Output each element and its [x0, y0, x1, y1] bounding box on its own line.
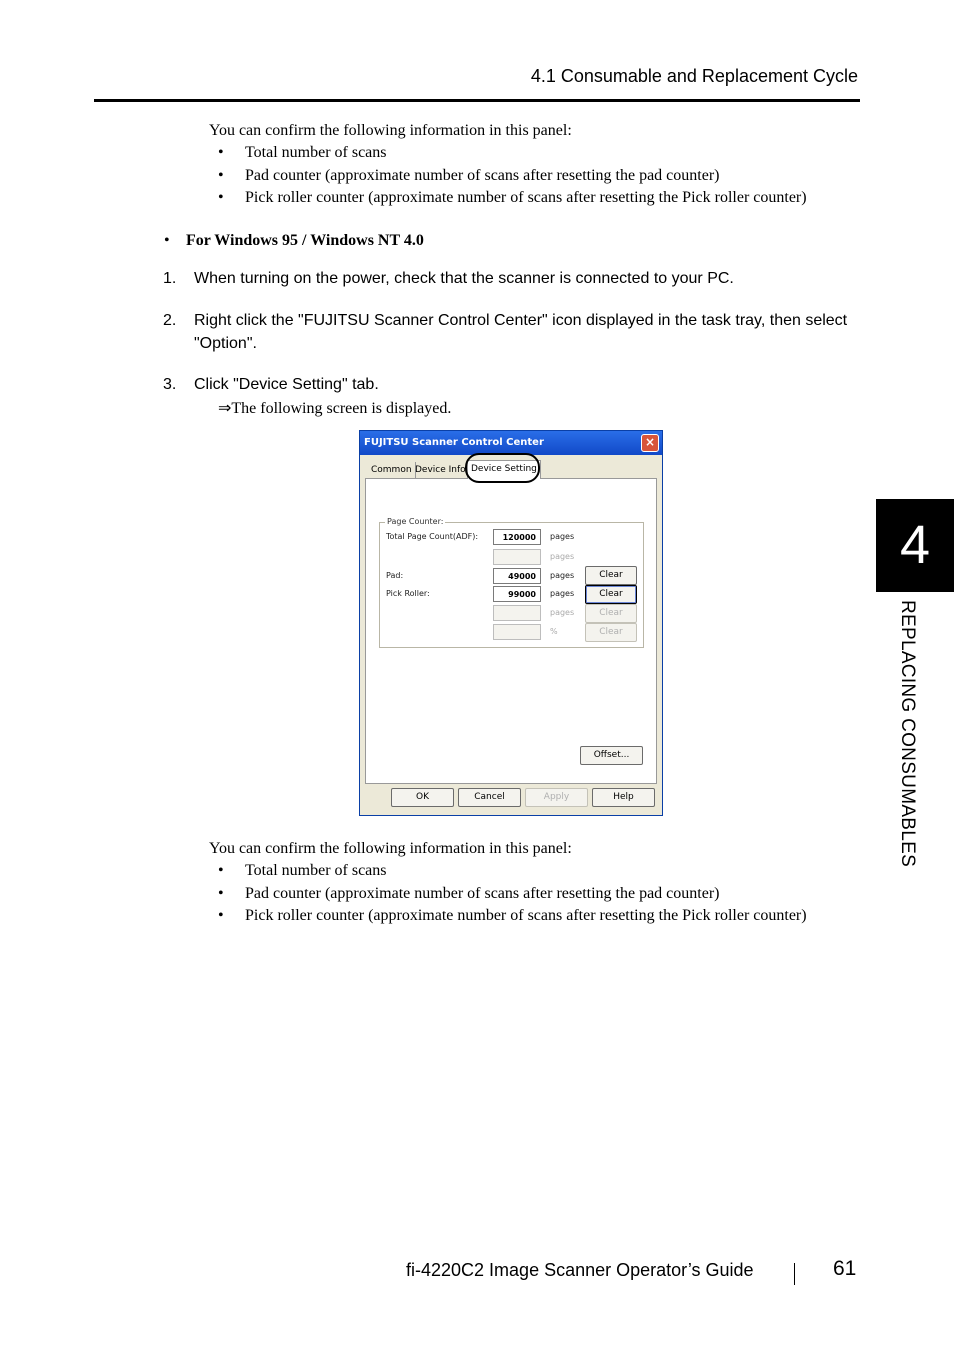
ok-button[interactable]: OK [391, 788, 454, 807]
total-page-count-field: 120000 [493, 529, 541, 545]
bullet-dot: • [218, 167, 224, 184]
unit-pages: pages [550, 589, 575, 598]
bullet-dot: • [218, 862, 224, 879]
disabled-field [493, 549, 541, 565]
unit-pages: pages [550, 552, 575, 561]
result-note: ⇒The following screen is displayed. [218, 400, 452, 417]
total-page-count-label: Total Page Count(ADF): [386, 532, 479, 541]
page-counter-label: Page Counter: [387, 517, 444, 526]
section-title: 4.1 Consumable and Replacement Cycle [530, 66, 858, 86]
bullet-dot: • [164, 232, 170, 249]
chapter-title-vertical [894, 600, 918, 920]
unit-percent: % [550, 627, 558, 636]
footer-divider [794, 1263, 795, 1285]
apply-button[interactable]: Apply [525, 788, 588, 807]
page-header [94, 64, 860, 102]
page-number: 61 [833, 1257, 857, 1280]
chapter-number-tab: 4 [876, 499, 954, 592]
footer-guide-title: fi-4220C2 Image Scanner Operator’s Guide [406, 1260, 754, 1280]
step-2: 2. Right click the "FUJITSU Scanner Control Center" icon displayed in the task tray, then select "Option". [163, 312, 848, 352]
cancel-button[interactable]: Cancel [458, 788, 521, 807]
unit-pages: pages [550, 608, 575, 617]
disabled-clear-button[interactable]: Clear [585, 623, 637, 642]
pad-label: Pad: [386, 571, 404, 580]
intro-lead: You can confirm the following information in this panel: [209, 122, 572, 139]
pick-roller-field: 99000 [493, 586, 541, 602]
device-setting-panel [365, 478, 657, 784]
outro-lead: You can confirm the following information in this panel: [209, 840, 572, 857]
bullet-dot: • [218, 907, 224, 924]
tab-device-setting[interactable]: Device Setting [467, 460, 541, 479]
unit-pages: pages [550, 532, 575, 541]
bullet-dot: • [218, 144, 224, 161]
pick-roller-label: Pick Roller: [386, 589, 430, 598]
chapter-title: REPLACING CONSUMABLES [897, 600, 918, 868]
dialog-titlebar [360, 431, 662, 455]
pick-roller-clear-button[interactable]: Clear [585, 585, 637, 604]
disabled-field [493, 605, 541, 621]
bullet-dot: • [218, 189, 224, 206]
tab-common[interactable]: Common [368, 462, 416, 479]
close-icon[interactable]: × [641, 434, 659, 452]
pad-clear-button[interactable]: Clear [585, 566, 637, 585]
bullet-dot: • [218, 885, 224, 902]
help-button[interactable]: Help [592, 788, 655, 807]
step-3: 3. Click "Device Setting" tab. [163, 376, 379, 393]
unit-pages: pages [550, 571, 575, 580]
disabled-field [493, 624, 541, 640]
offset-button[interactable]: Offset... [580, 746, 643, 765]
disabled-clear-button[interactable]: Clear [585, 604, 637, 623]
dialog-title: FUJITSU Scanner Control Center [364, 437, 544, 448]
page-counter-group [379, 517, 644, 648]
scanner-control-center-dialog [359, 430, 663, 816]
tab-device-info[interactable]: Device Info [412, 462, 470, 479]
step-1: 1. When turning on the power, check that the scanner is connected to your PC. [163, 270, 734, 287]
pad-counter-field: 49000 [493, 568, 541, 584]
